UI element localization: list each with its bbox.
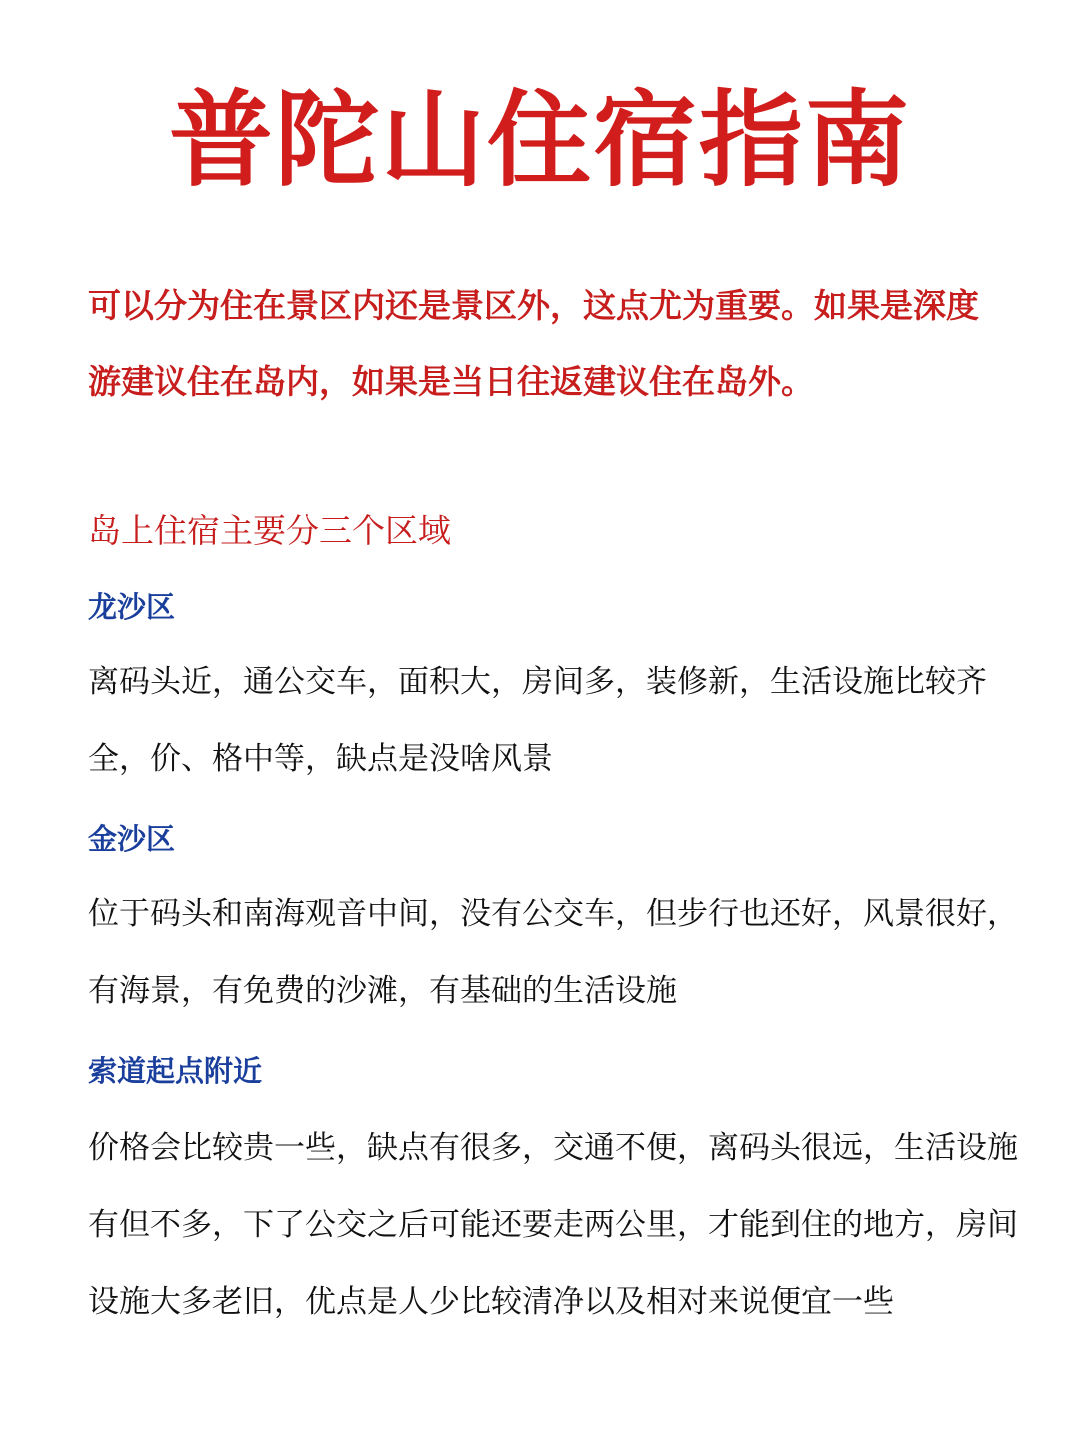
area-name-cableway: 索道起点附近 — [88, 1054, 263, 1088]
area-description-cableway: 价格会比较贵一些，缺点有很多，交通不便，离码头很远，生活设施有但不多，下了公交之后可能还要走两公里，才能到住的地方，房间设施大多老旧，优点是人少比较清净以及相对来说便宜一些 — [88, 1130, 1018, 1320]
area-description-longsha: 离码头近，通公交车，面积大，房间多，装修新，生活设施比较齐全，价、格中等，缺点是没啥风景 — [88, 664, 987, 777]
page-title: 普陀山住宿指南 — [168, 79, 911, 201]
area-name-longsha: 龙沙区 — [88, 590, 176, 624]
area-description-jinsha: 位于码头和南海观音中间，没有公交车，但步行也还好，风景很好，有海景，有免费的沙滩，有基础的生活设施 — [88, 896, 1018, 1009]
intro-paragraph: 可以分为住在景区内还是景区外，这点尤为重要。如果是深度游建议住在岛内，如果是当日往返建议住在岛外。 — [88, 286, 979, 401]
area-name-jinsha: 金沙区 — [88, 822, 176, 856]
section-heading: 岛上住宿主要分三个区域 — [88, 511, 451, 550]
